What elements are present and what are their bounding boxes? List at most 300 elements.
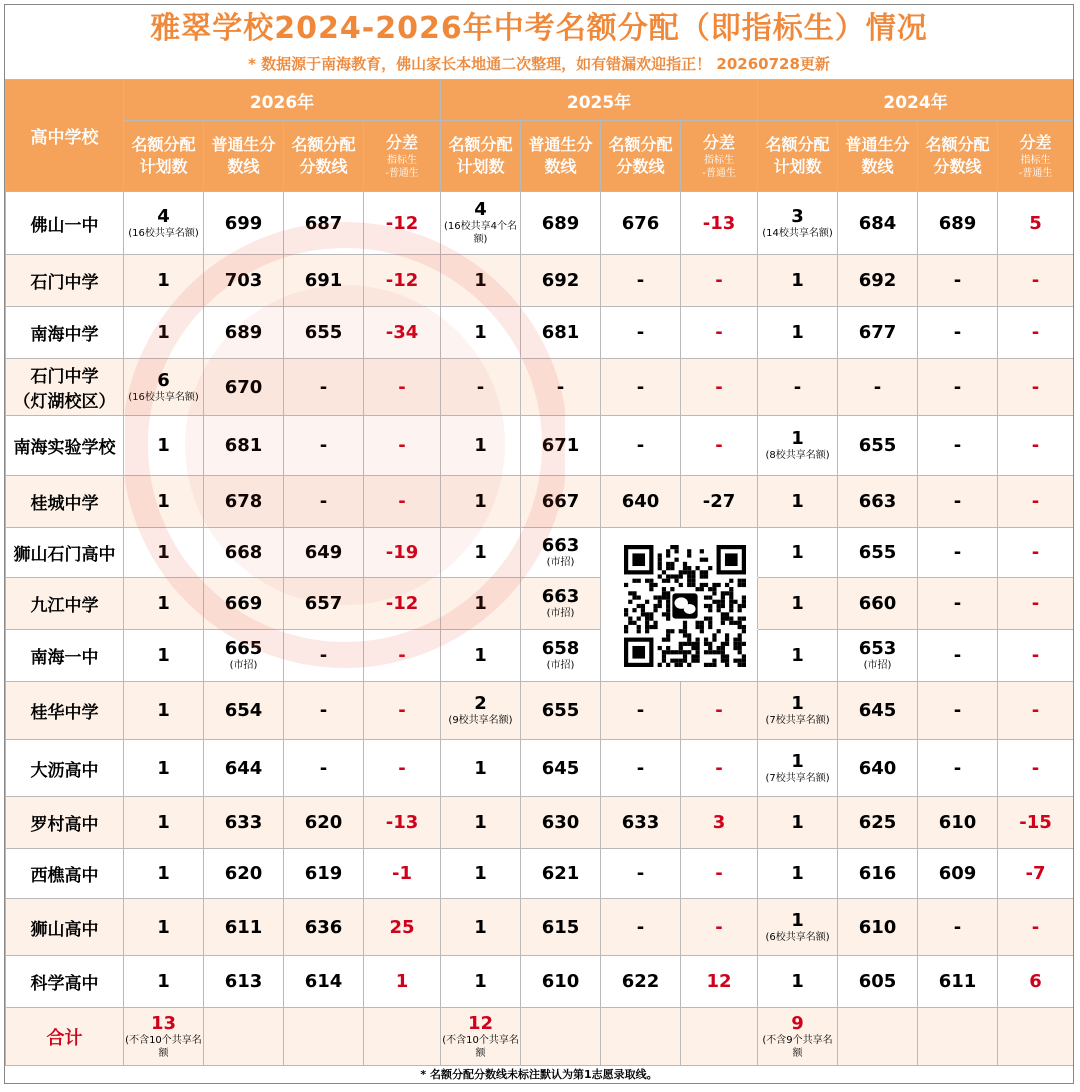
cell-value: 669 xyxy=(224,593,263,614)
school-name xyxy=(6,476,124,528)
table-cell xyxy=(838,740,918,797)
table-row xyxy=(6,740,1074,797)
header-label-part: 名额分配 xyxy=(291,135,356,154)
table-cell xyxy=(681,740,758,797)
table-cell xyxy=(601,797,681,849)
cell-value: -12 xyxy=(385,270,419,291)
table-cell xyxy=(681,956,758,1008)
cell-value: 1 xyxy=(157,757,170,779)
table-cell xyxy=(681,476,758,528)
cell-note: (14校共享名额) xyxy=(762,227,833,239)
table-row xyxy=(6,255,1074,307)
cell-value: - xyxy=(1031,542,1040,563)
total-note: (不含9个共享名额 xyxy=(762,1034,833,1059)
cell-value: 633 xyxy=(224,812,263,833)
cell-value: 1 xyxy=(791,322,804,343)
cell-value: 605 xyxy=(858,971,897,992)
cell-value: 692 xyxy=(541,270,580,291)
table-cell xyxy=(681,899,758,956)
total-cell xyxy=(441,1008,521,1066)
footer-note: * 名额分配分数线未标注默认为第1志愿录取线。 xyxy=(420,1068,658,1081)
table-cell xyxy=(758,476,838,528)
cell-value: 1 xyxy=(791,693,804,714)
table-cell xyxy=(441,797,521,849)
table-row xyxy=(6,578,1074,630)
total-cell xyxy=(364,1008,441,1066)
total-cell xyxy=(6,1008,124,1066)
cell-value: 1 xyxy=(791,542,804,563)
cell-value: 660 xyxy=(858,593,897,614)
school-name xyxy=(6,899,124,956)
school-name xyxy=(6,740,124,797)
cell-note: (16校共享名额) xyxy=(128,227,199,239)
cell-value: 609 xyxy=(938,863,977,884)
table-cell xyxy=(204,849,284,899)
table-cell xyxy=(758,682,838,740)
header-label-part: 指标生 xyxy=(387,155,417,166)
cell-value: 655 xyxy=(858,542,897,563)
table-cell xyxy=(838,255,918,307)
cell-value: 633 xyxy=(621,812,660,833)
table-cell xyxy=(204,740,284,797)
table-cell xyxy=(838,630,918,682)
header-alloc-2024年 xyxy=(918,121,998,192)
cell-value: 1 xyxy=(474,812,487,833)
table-cell xyxy=(521,740,601,797)
header-quota-2024年 xyxy=(758,121,838,192)
qr-code-icon xyxy=(624,545,746,667)
cell-value: - xyxy=(1031,322,1040,343)
cell-value: -34 xyxy=(385,322,419,343)
cell-value: 687 xyxy=(304,212,343,234)
table-cell xyxy=(124,255,204,307)
cell-value: 1 xyxy=(395,971,409,992)
cell-value: 1 xyxy=(474,322,487,343)
table-cell xyxy=(124,307,204,359)
school-name xyxy=(6,578,124,630)
header-year-2026: 2026年 xyxy=(124,80,441,121)
cell-value: 1 xyxy=(157,435,170,456)
cell-value: - xyxy=(1031,270,1040,291)
table-cell xyxy=(918,630,998,682)
cell-value: 1 xyxy=(474,270,487,291)
table-cell xyxy=(681,307,758,359)
table-cell xyxy=(204,630,284,682)
header-label-part: 普通生分 xyxy=(845,135,910,154)
cell-note: (市招) xyxy=(546,608,575,619)
table-cell xyxy=(601,359,681,416)
table-cell xyxy=(521,899,601,956)
table-cell xyxy=(998,416,1074,476)
table-cell xyxy=(521,682,601,740)
cell-value: - xyxy=(715,322,723,343)
school-name xyxy=(6,956,124,1008)
school-campus: （灯湖校区） xyxy=(13,392,116,412)
table-cell xyxy=(918,682,998,740)
cell-value: 703 xyxy=(224,270,263,291)
total-value: 合计 xyxy=(46,1027,83,1049)
cell-value: - xyxy=(398,376,406,398)
table-row xyxy=(6,849,1074,899)
cell-value: 5 xyxy=(1029,212,1042,234)
header-label-part: 普通生分 xyxy=(528,135,593,154)
cell-value: - xyxy=(556,376,565,398)
table-cell xyxy=(284,899,364,956)
quota-table xyxy=(5,79,1074,1066)
total-cell xyxy=(204,1008,284,1066)
table-cell xyxy=(601,956,681,1008)
cell-value: - xyxy=(1031,593,1040,614)
table-cell xyxy=(601,682,681,740)
table-cell xyxy=(998,849,1074,899)
cell-value: - xyxy=(636,322,645,343)
header-quota-2025年 xyxy=(441,121,521,192)
cell-value: - xyxy=(636,435,645,456)
cell-value: - xyxy=(319,757,328,779)
cell-value: 622 xyxy=(621,971,660,992)
cell-value: 1 xyxy=(791,491,804,512)
cell-value: 625 xyxy=(858,812,897,833)
cell-value: - xyxy=(398,435,406,456)
table-cell xyxy=(441,359,521,416)
cell-value: 1 xyxy=(791,593,804,614)
table-cell xyxy=(284,682,364,740)
table-row xyxy=(6,192,1074,255)
cell-note: (7校共享名额) xyxy=(765,772,830,784)
table-cell xyxy=(918,956,998,1008)
header-label-part: 分数线 xyxy=(616,157,665,176)
header-label-part: -普通生 xyxy=(1018,168,1053,179)
total-cell xyxy=(918,1008,998,1066)
table-cell xyxy=(204,255,284,307)
header-alloc-2026年 xyxy=(284,121,364,192)
table-cell xyxy=(284,797,364,849)
table-cell xyxy=(758,307,838,359)
header-subrow xyxy=(6,121,1074,192)
cell-value: 670 xyxy=(224,376,263,398)
header-label-part: 数线 xyxy=(227,157,260,176)
school-label: 科学高中 xyxy=(30,974,99,994)
table-cell xyxy=(918,797,998,849)
cell-value: - xyxy=(715,435,723,456)
table-cell xyxy=(998,255,1074,307)
table-cell xyxy=(521,528,601,578)
header-label-part: 名额分配 xyxy=(765,135,830,154)
table-cell xyxy=(364,192,441,255)
table-cell xyxy=(758,528,838,578)
cell-value: - xyxy=(398,645,406,666)
school-label: 南海实验学校 xyxy=(13,438,116,458)
table-cell xyxy=(364,255,441,307)
cell-value: - xyxy=(715,700,723,721)
cell-value: 665 xyxy=(224,638,263,659)
table-cell xyxy=(758,255,838,307)
school-label: 罗村高中 xyxy=(30,815,99,835)
table-cell xyxy=(521,797,601,849)
table-cell xyxy=(601,192,681,255)
school-name xyxy=(6,682,124,740)
cell-value: - xyxy=(636,757,645,779)
cell-value: 1 xyxy=(474,593,487,614)
table-cell xyxy=(284,740,364,797)
cell-value: 689 xyxy=(938,212,977,234)
table-row xyxy=(6,956,1074,1008)
cell-value: - xyxy=(715,376,723,398)
cell-value: 620 xyxy=(304,812,343,833)
table-cell xyxy=(124,359,204,416)
cell-value: 1 xyxy=(791,971,804,992)
school-name xyxy=(6,797,124,849)
cell-value: - xyxy=(953,593,962,614)
table-cell xyxy=(364,359,441,416)
table-cell xyxy=(918,528,998,578)
table-cell xyxy=(364,956,441,1008)
table-cell xyxy=(441,849,521,899)
table-body xyxy=(6,192,1074,1066)
table-row xyxy=(6,630,1074,682)
school-name xyxy=(6,849,124,899)
header-label-part: 计划数 xyxy=(139,157,188,176)
total-value: 9 xyxy=(791,1012,804,1034)
table-cell xyxy=(758,740,838,797)
cell-value: - xyxy=(636,376,645,398)
cell-value: - xyxy=(1031,376,1040,398)
header-label-part: 计划数 xyxy=(456,157,505,176)
table-cell xyxy=(364,476,441,528)
cell-value: 12 xyxy=(706,971,732,992)
total-cell xyxy=(521,1008,601,1066)
cell-value: 6 xyxy=(157,369,170,391)
header-diff-2024年 xyxy=(998,121,1074,192)
cell-value: -13 xyxy=(702,212,736,234)
table-cell xyxy=(601,476,681,528)
table-cell xyxy=(918,476,998,528)
cell-note: (市招) xyxy=(546,557,575,568)
total-cell xyxy=(838,1008,918,1066)
table-cell xyxy=(124,956,204,1008)
header-label-part: -普通生 xyxy=(702,168,736,179)
cell-value: - xyxy=(953,645,962,666)
total-note: (不含10个共享名额 xyxy=(442,1034,519,1059)
table-cell xyxy=(838,956,918,1008)
table-cell xyxy=(758,956,838,1008)
header-label-part: 指标生 xyxy=(704,155,735,166)
cell-value: - xyxy=(476,376,485,398)
cell-value: 1 xyxy=(157,863,170,884)
table-cell xyxy=(998,630,1074,682)
table-cell xyxy=(124,740,204,797)
table-cell xyxy=(758,630,838,682)
table-cell xyxy=(758,578,838,630)
cell-note: (16校共享名额) xyxy=(128,391,199,403)
cell-note: (8校共享名额) xyxy=(765,450,830,461)
cell-value: -1 xyxy=(392,863,412,884)
page-subtitle: * 数据源于南海教育，佛山家长本地通二次整理，如有错漏欢迎指正！ 20260728更新 xyxy=(248,55,830,73)
cell-value: 1 xyxy=(474,435,487,456)
table-cell xyxy=(918,899,998,956)
cell-value: 610 xyxy=(858,916,897,938)
cell-note: (市招) xyxy=(229,660,258,671)
cell-value: 636 xyxy=(304,916,343,938)
cell-value: 663 xyxy=(541,535,580,556)
table-cell xyxy=(124,192,204,255)
table-cell xyxy=(284,956,364,1008)
table-cell xyxy=(918,416,998,476)
cell-value: - xyxy=(715,757,723,779)
table-cell xyxy=(284,849,364,899)
table-cell xyxy=(758,359,838,416)
table-cell xyxy=(124,476,204,528)
cell-value: 1 xyxy=(474,863,487,884)
cell-note: (16校共享4个名额) xyxy=(444,221,518,245)
table-cell xyxy=(838,849,918,899)
school-label: 桂城中学 xyxy=(30,494,99,514)
cell-value: - xyxy=(953,916,962,938)
cell-value: 657 xyxy=(304,593,343,614)
school-name xyxy=(6,192,124,255)
table-cell xyxy=(601,307,681,359)
cell-value: - xyxy=(636,270,645,291)
table-cell xyxy=(441,578,521,630)
cell-value: 1 xyxy=(474,757,487,779)
table-cell xyxy=(204,956,284,1008)
cell-value: 1 xyxy=(157,971,170,992)
table-cell xyxy=(284,578,364,630)
cell-value: 611 xyxy=(224,916,263,938)
table-cell xyxy=(124,578,204,630)
table-cell xyxy=(681,255,758,307)
table-cell xyxy=(758,899,838,956)
header-label-part: 名额分配 xyxy=(448,135,513,154)
table-cell xyxy=(441,307,521,359)
table-cell xyxy=(998,797,1074,849)
header-diff-2025年 xyxy=(681,121,758,192)
table-cell xyxy=(204,192,284,255)
cell-value: 1 xyxy=(157,542,170,563)
cell-value: 1 xyxy=(791,863,804,884)
total-cell xyxy=(284,1008,364,1066)
cell-value: - xyxy=(398,491,406,512)
cell-value: 1 xyxy=(474,916,487,938)
table-cell xyxy=(838,682,918,740)
cell-value: 689 xyxy=(224,322,263,343)
header-label-part: 分差 xyxy=(386,133,419,152)
school-label: 大沥高中 xyxy=(30,760,99,781)
school-label: 南海一中 xyxy=(30,648,99,668)
cell-value: - xyxy=(793,376,802,398)
table-cell xyxy=(521,578,601,630)
table-cell xyxy=(838,416,918,476)
cell-value: 2 xyxy=(474,693,487,714)
table-cell xyxy=(441,899,521,956)
table-row xyxy=(6,797,1074,849)
cell-value: 1 xyxy=(474,645,487,666)
table-cell xyxy=(364,849,441,899)
table-cell xyxy=(204,899,284,956)
cell-value: - xyxy=(319,376,328,398)
cell-note: (市招) xyxy=(546,660,575,671)
header-label-part: 分差 xyxy=(1019,133,1052,152)
cell-value: 681 xyxy=(224,435,263,456)
school-label: 狮山石门高中 xyxy=(13,545,116,565)
table-cell xyxy=(681,416,758,476)
total-row xyxy=(6,1008,1074,1066)
cell-value: 1 xyxy=(791,750,804,772)
table-cell xyxy=(364,740,441,797)
school-label: 西樵高中 xyxy=(30,866,99,886)
cell-value: - xyxy=(319,700,328,721)
cell-value: 663 xyxy=(541,586,580,607)
school-name xyxy=(6,416,124,476)
cell-value: 645 xyxy=(858,700,897,721)
table-cell xyxy=(681,682,758,740)
cell-value: 25 xyxy=(389,916,415,938)
cell-value: 677 xyxy=(858,322,897,343)
table-cell xyxy=(758,416,838,476)
cell-value: -19 xyxy=(385,542,419,563)
table-cell xyxy=(838,192,918,255)
table-cell xyxy=(918,255,998,307)
table-cell xyxy=(998,192,1074,255)
cell-value: 699 xyxy=(224,212,263,234)
table-cell xyxy=(601,740,681,797)
cell-value: - xyxy=(1031,435,1040,456)
cell-value: - xyxy=(953,322,962,343)
header-label-part: 分数线 xyxy=(933,157,982,176)
cell-value: - xyxy=(953,757,962,779)
cell-value: -12 xyxy=(385,212,419,234)
table-cell xyxy=(441,192,521,255)
header-quota-2026年 xyxy=(124,121,204,192)
cell-value: 655 xyxy=(541,700,580,721)
table-cell xyxy=(838,528,918,578)
cell-value: 649 xyxy=(304,542,343,563)
cell-value: 667 xyxy=(541,491,580,512)
header-label-part: -普通生 xyxy=(385,168,419,179)
cell-value: - xyxy=(1031,700,1040,721)
cell-value: - xyxy=(1031,916,1040,938)
table-cell xyxy=(364,899,441,956)
header-school: 高中学校 xyxy=(6,80,124,192)
table-cell xyxy=(204,476,284,528)
cell-value: 614 xyxy=(304,971,343,992)
cell-value: 681 xyxy=(541,322,580,343)
total-cell xyxy=(758,1008,838,1066)
cell-value: -15 xyxy=(1019,812,1052,833)
table-cell xyxy=(441,255,521,307)
cell-value: -12 xyxy=(385,593,419,614)
table-cell xyxy=(124,797,204,849)
cell-value: - xyxy=(953,435,962,456)
header-label-part: 数线 xyxy=(861,157,894,176)
school-name xyxy=(6,528,124,578)
cell-value: - xyxy=(398,757,406,779)
table-cell xyxy=(758,849,838,899)
cell-value: - xyxy=(319,491,328,512)
table-cell xyxy=(124,899,204,956)
table-row xyxy=(6,416,1074,476)
cell-value: - xyxy=(1031,645,1040,666)
total-note: (不含10个共享名额 xyxy=(125,1034,202,1059)
header-label-part: 计划数 xyxy=(773,157,822,176)
table-cell xyxy=(918,307,998,359)
table-cell xyxy=(998,528,1074,578)
header-label-part: 指标生 xyxy=(1020,155,1051,166)
table-cell xyxy=(124,849,204,899)
cell-value: - xyxy=(953,376,962,398)
cell-value: 645 xyxy=(541,757,580,779)
school-name xyxy=(6,630,124,682)
